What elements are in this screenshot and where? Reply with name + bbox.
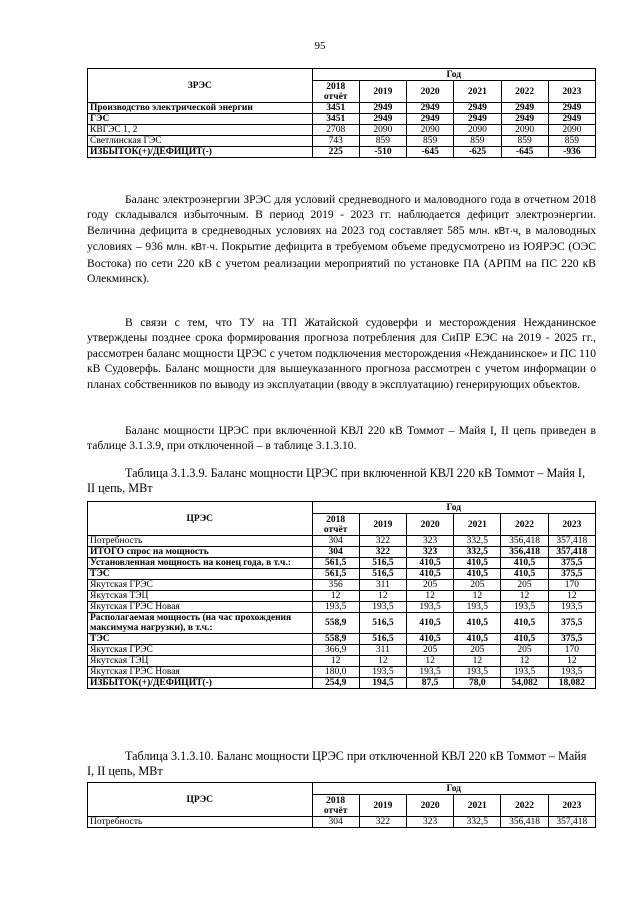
table-cell: 375,5: [548, 613, 595, 634]
year-header: Год: [312, 783, 595, 795]
table-caption-3-1-3-10: Таблица 3.1.3.10. Баланс мощности ЦРЭС при отключенной КВЛ 220 кВ Томмот – Майя I, II цепь, МВт: [87, 749, 587, 778]
table-cell: 859: [454, 136, 501, 147]
table-caption-3-1-3-9: Таблица 3.1.3.9. Баланс мощности ЦРЭС при включенной КВЛ 220 кВ Томмот – Майя I, II цепь, МВт: [87, 466, 585, 495]
row-label: ГЭС: [88, 114, 313, 125]
table-cell: 2949: [548, 114, 595, 125]
table-row: [88, 580, 596, 591]
year-col: 2022: [501, 81, 548, 103]
table-cell: 12: [548, 656, 595, 667]
table-row: [88, 613, 596, 634]
system-header: ЦРЭС: [88, 783, 313, 817]
table-cell: 332,5: [454, 547, 501, 558]
table-cell: 205: [501, 645, 548, 656]
table-cell: 12: [312, 591, 359, 602]
table-row: [88, 591, 596, 602]
table-cell: 410,5: [406, 613, 453, 634]
table-row: [88, 645, 596, 656]
table-cell: -510: [359, 147, 406, 158]
table-cell: 12: [501, 656, 548, 667]
table-cell: 12: [454, 656, 501, 667]
table-cell: 12: [359, 591, 406, 602]
year-col-2018: 2018 отчёт: [312, 81, 359, 103]
table-cell: 170: [548, 580, 595, 591]
zres-energy-balance-table: [87, 68, 596, 158]
year-col: 2019: [359, 81, 406, 103]
year-col: 2023: [548, 81, 595, 103]
table-cell: 366,9: [312, 645, 359, 656]
table-cell: 3451: [312, 103, 359, 114]
year-col: 2022: [501, 795, 548, 817]
table-cell: 516,5: [359, 613, 406, 634]
row-label: ИЗБЫТОК(+)/ДЕФИЦИТ(-): [88, 147, 313, 158]
row-label: Якутская ТЭЦ: [88, 591, 313, 602]
row-label: Якутская ГРЭС: [88, 645, 313, 656]
table-cell: 356,418: [501, 547, 548, 558]
system-header: ЗРЭС: [88, 69, 313, 103]
table-cell: 3451: [312, 114, 359, 125]
row-label: ТЭС: [88, 634, 313, 645]
table-cell: 2949: [501, 103, 548, 114]
table-cell: 2949: [548, 103, 595, 114]
table-row: [88, 136, 596, 147]
table-cell: -625: [454, 147, 501, 158]
paragraph-forecast-note: В связи с тем, что ТУ на ТП Жатайской судоверфи и месторождения Нежданинское утверждены позднее срока формирования прогноза потребления для СиПР ЕЭС на 2019 - 2025 гг., рассмотрен баланс мощности ЦРЭС с учетом подключения месторождения «Нежданинское» и ПС 110 кВ Судоверфь. Баланс мощности для вышеуказанного прогноза рассмотрен с учетом информации о планах собственников по выводу из эксплуатации (вводу в эксплуатацию) генерирующих объектов.: [87, 316, 596, 391]
table-cell: 205: [501, 580, 548, 591]
table-cell: 410,5: [454, 558, 501, 569]
table-cell: 193,5: [454, 602, 501, 613]
row-label: Якутская ТЭЦ: [88, 656, 313, 667]
table-cell: 2949: [359, 114, 406, 125]
table-cell: 516,5: [359, 634, 406, 645]
table-cell: 357,418: [548, 547, 595, 558]
table-row: [88, 678, 596, 689]
table-row: [88, 114, 596, 125]
table-cell: 558,9: [312, 613, 359, 634]
table-cell: 332,5: [454, 817, 501, 828]
year-col: 2020: [406, 514, 453, 536]
year-col: 2020: [406, 795, 453, 817]
year-col: 2020: [407, 81, 454, 103]
table-cell: 2949: [454, 114, 501, 125]
table-cell: 356,418: [501, 817, 548, 828]
table-cell: 859: [501, 136, 548, 147]
table-cell: 12: [501, 591, 548, 602]
table-cell: 12: [406, 656, 453, 667]
table-row: [88, 634, 596, 645]
table-cell: 12: [312, 656, 359, 667]
year-col: 2022: [501, 514, 548, 536]
table-cell: 322: [359, 536, 406, 547]
table-row: [88, 547, 596, 558]
table-cell: 18,082: [548, 678, 595, 689]
table-cell: 356: [312, 580, 359, 591]
table-cell: 356,418: [501, 536, 548, 547]
year-col: 2019: [359, 795, 406, 817]
table-cell: 193,5: [359, 602, 406, 613]
table-cell: 193,5: [359, 667, 406, 678]
table-cell: 170: [548, 645, 595, 656]
table-cell: 2949: [501, 114, 548, 125]
table-cell: 193,5: [548, 667, 595, 678]
table-cell: 254,9: [312, 678, 359, 689]
table-row: [88, 656, 596, 667]
table-cell: 323: [406, 817, 453, 828]
table-cell: 410,5: [406, 558, 453, 569]
row-label: ИЗБЫТОК(+)/ДЕФИЦИТ(-): [88, 678, 313, 689]
table-cell: 12: [548, 591, 595, 602]
row-label: Установленная мощность на конец года, в т.ч.:: [88, 558, 313, 569]
table-cell: 561,5: [312, 569, 359, 580]
year-col-2018: 2018 отчёт: [312, 795, 359, 817]
table-cell: 12: [454, 591, 501, 602]
table-cell: 859: [548, 136, 595, 147]
table-cell: 2090: [548, 125, 595, 136]
table-cell: 205: [454, 645, 501, 656]
table-cell: 2708: [312, 125, 359, 136]
table-cell: 410,5: [406, 634, 453, 645]
table-row: [88, 147, 596, 158]
table-cell: 304: [312, 547, 359, 558]
year-header: Год: [312, 502, 595, 514]
year-col: 2023: [548, 795, 595, 817]
row-label: Производство электрической энергии: [88, 103, 313, 114]
table-cell: 410,5: [501, 569, 548, 580]
table-cell: 193,5: [406, 667, 453, 678]
table-cell: 743: [312, 136, 359, 147]
table-row: [88, 817, 596, 828]
table-cell: 87,5: [406, 678, 453, 689]
table-cell: 193,5: [406, 602, 453, 613]
row-label: Якутская ГРЭС: [88, 580, 313, 591]
table-cell: 54,082: [501, 678, 548, 689]
year-header: Год: [312, 69, 595, 81]
table-cell: 193,5: [548, 602, 595, 613]
row-label: Потребность: [88, 817, 313, 828]
table-cell: 322: [359, 817, 406, 828]
table-row: [88, 667, 596, 678]
table-cell: 375,5: [548, 634, 595, 645]
table-cell: 410,5: [406, 569, 453, 580]
table-cell: 2090: [454, 125, 501, 136]
table-cell: 2949: [454, 103, 501, 114]
table-cell: 859: [359, 136, 406, 147]
table-cell: 516,5: [359, 569, 406, 580]
year-col-2018: 2018 отчёт: [312, 514, 359, 536]
table-cell: 311: [359, 580, 406, 591]
row-label: Якутская ГРЭС Новая: [88, 667, 313, 678]
table-cell: 410,5: [501, 613, 548, 634]
table-cell: 304: [312, 536, 359, 547]
table-cell: 410,5: [454, 634, 501, 645]
table-cell: 410,5: [454, 569, 501, 580]
crres-power-balance-table-on: [87, 501, 596, 689]
paragraph-table-reference: Баланс мощности ЦРЭС при включенной КВЛ 220 кВ Томмот – Майя I, II цепь приведен в таблице 3.1.3.9, при отключенной – в таблице 3.1.3.10.: [87, 424, 596, 453]
table-cell: 322: [359, 547, 406, 558]
table-cell: 323: [406, 536, 453, 547]
year-col: 2019: [359, 514, 406, 536]
table-cell: 193,5: [501, 602, 548, 613]
table-cell: 2949: [359, 103, 406, 114]
table-cell: -645: [501, 147, 548, 158]
table-cell: 205: [454, 580, 501, 591]
table-cell: 205: [406, 580, 453, 591]
table-cell: 304: [312, 817, 359, 828]
table-cell: 375,5: [548, 558, 595, 569]
table-row: [88, 125, 596, 136]
table-cell: 194,5: [359, 678, 406, 689]
table-row: [88, 103, 596, 114]
row-label: Потребность: [88, 536, 313, 547]
table-cell: 859: [407, 136, 454, 147]
table-cell: 410,5: [501, 634, 548, 645]
table-cell: -936: [548, 147, 595, 158]
row-label: ТЭС: [88, 569, 313, 580]
year-col: 2021: [454, 81, 501, 103]
table-row: [88, 602, 596, 613]
table-cell: 2090: [359, 125, 406, 136]
table-cell: 311: [359, 645, 406, 656]
year-col: 2021: [454, 795, 501, 817]
year-col: 2023: [548, 514, 595, 536]
table-row: [88, 569, 596, 580]
table-cell: 332,5: [454, 536, 501, 547]
table-cell: 78,0: [454, 678, 501, 689]
table-cell: 375,5: [548, 569, 595, 580]
table-cell: 410,5: [454, 613, 501, 634]
table-cell: 2949: [407, 103, 454, 114]
table-cell: 323: [406, 547, 453, 558]
table-cell: 180,0: [312, 667, 359, 678]
table-cell: 193,5: [454, 667, 501, 678]
row-label: КВГЭС 1, 2: [88, 125, 313, 136]
table-cell: 516,5: [359, 558, 406, 569]
year-col: 2021: [454, 514, 501, 536]
table-cell: 2090: [501, 125, 548, 136]
table-cell: 2949: [407, 114, 454, 125]
table-cell: 12: [406, 591, 453, 602]
table-cell: 193,5: [312, 602, 359, 613]
table-cell: 2090: [407, 125, 454, 136]
table-cell: 225: [312, 147, 359, 158]
table-cell: 205: [406, 645, 453, 656]
table-cell: 193,5: [501, 667, 548, 678]
row-label: ИТОГО спрос на мощность: [88, 547, 313, 558]
table-cell: 12: [359, 656, 406, 667]
table-row: [88, 558, 596, 569]
table-cell: 558,9: [312, 634, 359, 645]
system-header: ЦРЭС: [88, 502, 313, 536]
table-cell: 561,5: [312, 558, 359, 569]
table-cell: 357,418: [548, 536, 595, 547]
table-cell: -645: [407, 147, 454, 158]
row-label: Якутская ГРЭС Новая: [88, 602, 313, 613]
paragraph-energy-balance: Баланс электроэнергии ЗРЭС для условий средневодного и маловодного года в отчетном 2018 году складывался избыточным. В период 2019 - 2023 гг. наблюдается дефицит электроэнергии. Величина дефицита в средневодных условиях на 2023 год составляет 585 млн. кВт·ч, в маловодных условиях – 936 млн. кВт·ч. Покрытие дефицита в требуемом объеме предусмотрено из ЮЯРЭС (ОЭС Востока) по сети 220 кВ с учетом реализации мероприятий по установке ПА (АРПМ на ПС 220 кВ Олекминск).: [87, 193, 597, 286]
table-cell: 410,5: [501, 558, 548, 569]
row-label: Располагаемая мощность (на час прохождения максимума нагрузки), в т.ч.:: [88, 613, 313, 634]
crres-power-balance-table-off: [87, 782, 596, 828]
table-row: [88, 536, 596, 547]
row-label: Светлинская ГЭС: [88, 136, 313, 147]
page-number: 95: [314, 40, 326, 52]
table-cell: 357,418: [548, 817, 595, 828]
